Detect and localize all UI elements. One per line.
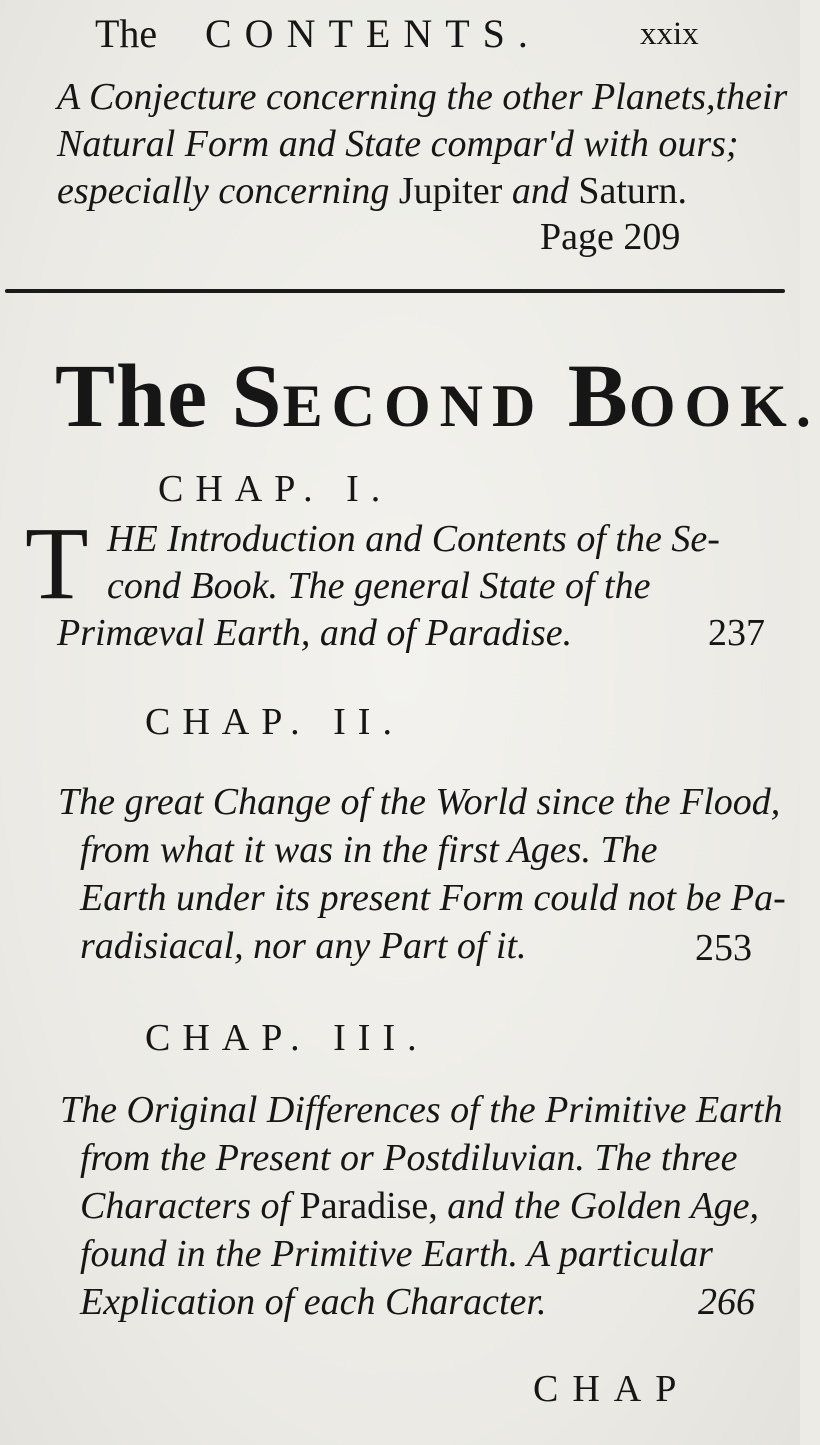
chap-2-line-3: Earth under its present Form could not be Pa- [80,877,786,919]
conjecture-jupiter: Jupiter [398,170,503,212]
book-heading-econd: ECOND [282,373,545,439]
chap-2-line-4: radisiacal, nor any Part of it. [80,925,527,967]
chap-3-line-3-italic-2: and the Golden Age, [447,1185,759,1227]
chap-2-line-1: The great Change of the World since the Flood, [58,781,781,823]
chap-3-line-2: from the Present or Postdiluvian. The three [80,1137,738,1179]
chap-1-page: 237 [708,612,765,654]
chap-1-line-1: HE Introduction and Contents of the Se- [107,518,720,560]
catchword: CHAP [533,1368,691,1410]
conjecture-line-1: A Conjecture concerning the other Planets,their [57,76,788,118]
book-heading-s: S [231,347,283,446]
chap-2-page: 253 [695,927,752,969]
conjecture-line-3-italic: especially concerning [57,170,390,212]
running-head-the: The [95,11,158,56]
running-head [95,10,715,60]
chap-3-page: 266 [698,1281,755,1323]
conjecture-saturn: Saturn. [578,170,688,212]
chap-3-heading: CHAP. III. [145,1017,429,1059]
page-folio: xxix [640,16,699,52]
book-heading-ook: OOK. [628,373,820,439]
chap-1-line-3: Primæval Earth, and of Paradise. [57,612,573,654]
conjecture-page-ref: Page 209 [540,216,681,258]
chap-3-paradise: Paradise, [299,1185,438,1227]
conjecture-line-2: Natural Form and State compar'd with ours; [57,123,739,165]
chap-3-line-4: found in the Primitive Earth. A particular [80,1233,713,1275]
book-heading-the: The [55,347,209,446]
book-heading-b: B [567,347,629,446]
chap-1-heading: CHAP. I. [158,468,393,510]
chap-1-dropcap: T [25,506,89,621]
chap-3-line-3 [80,1184,759,1228]
chap-3-line-5: Explication of each Character. [80,1281,547,1323]
chap-3-line-3-italic: Characters of [80,1185,291,1227]
section-divider-rule [5,289,785,293]
conjecture-and: and [511,170,569,212]
book-heading [55,345,820,448]
chap-2-line-2: from what it was in the first Ages. The [80,829,658,871]
chap-2-heading: CHAP. II. [145,701,404,743]
running-head-title: CONTENTS. [205,11,541,56]
conjecture-line-3 [57,169,687,213]
chap-3-line-1: The Original Differences of the Primitive Earth [60,1089,783,1131]
chap-1-line-2: cond Book. The general State of the [107,565,651,607]
